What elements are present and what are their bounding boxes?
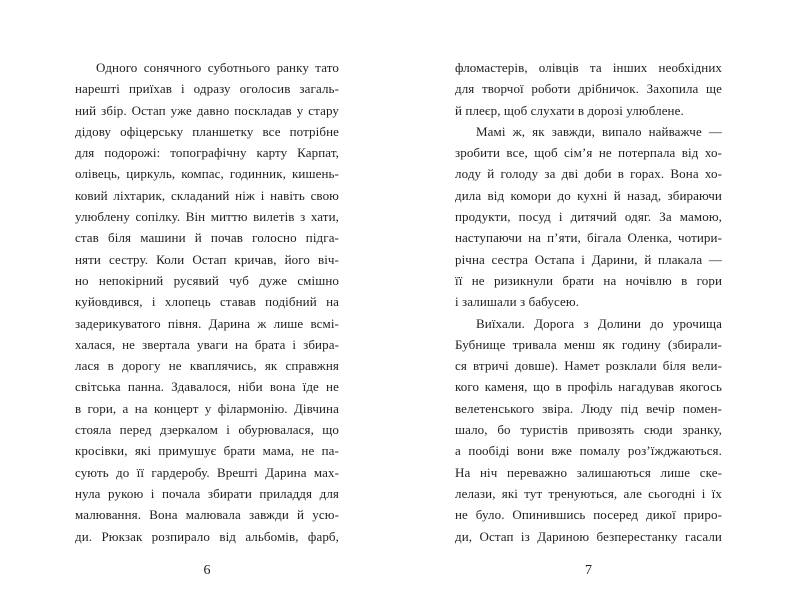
- text-line: Мамі ж, як завжди, випало найважче —: [476, 123, 722, 139]
- text-line: лася в дорогу не кваплячись, як справжня: [75, 358, 339, 374]
- text-line: халася, не звертала уваги на брата і збира-: [75, 336, 339, 352]
- text-line: дідову офіцерську планшетку все потрібне: [75, 123, 339, 139]
- text-line: лоду й голоду за дві доби в горах. Вона хо-: [455, 166, 722, 182]
- text-line: задерикуватого півня. Дарина ж лише всмі-: [75, 315, 339, 331]
- text-line: олівець, циркуль, компас, годинник, кишень-: [75, 166, 339, 182]
- text-line: малювання. Вона малювала завжди й усю-: [75, 507, 339, 523]
- text-line: а пообіді вони вже помалу роз’їжджаються.: [455, 443, 722, 459]
- text-line: для творчої роботи дрібничок. Захопила ще: [455, 81, 722, 97]
- text-line: кого каменя, що в профіль нагадував якогось: [455, 379, 722, 395]
- text-line: для подорожі: топографічну карту Карпат,: [75, 145, 339, 161]
- text-line: ди. Рюкзак розпирало від альбомів, фарб,: [75, 528, 339, 544]
- text-line: дила від комори до кухні й назад, збираючи: [455, 187, 722, 203]
- text-line: нула рукою і почала збирати приладдя для: [75, 485, 339, 501]
- text-line: ковий ліхтарик, складаний ніж і навіть свою: [75, 187, 339, 203]
- text-line: На ніч переважно залишаються лише ске-: [455, 464, 722, 480]
- text-line: Одного сонячного суботнього ранку тато: [96, 60, 339, 75]
- text-line: кросівки, які примушує брати мама, не па-: [75, 443, 339, 459]
- text-line: світська панна. Здавалося, ніби вона їде не: [75, 379, 339, 395]
- text-line: лелази, які тут тренуються, але сьогодні і їх: [455, 485, 722, 501]
- text-line: стояла перед дзеркалом і обурювалася, що: [75, 422, 339, 438]
- text-line: сують до її гардеробу. Врешті Дарина мах-: [75, 464, 339, 480]
- text-line: став біля машини й почав голосно підга-: [75, 230, 339, 246]
- text-line: продукти, посуд і дитячий одяг. За мамою,: [455, 209, 722, 225]
- text-line: зробити все, щоб сім’я не потерпала від хо-: [455, 145, 722, 161]
- text-line: Бубнище тривала менш як годину (збирали-: [455, 336, 722, 352]
- page-right-text: [455, 57, 722, 547]
- text-line: но непокірний русявий чуб дуже смішно: [75, 272, 339, 288]
- text-line: улюблену сопілку. Він миттю вилетів з хати,: [75, 209, 339, 225]
- page-left-text: [75, 57, 339, 547]
- text-line: не було. Опинившись посеред дикої приро-: [455, 507, 722, 523]
- text-line: нарешті приїхав і одразу оголосив загаль-: [75, 81, 339, 97]
- text-line: фломастерів, олівців та інших необхідних: [455, 60, 722, 75]
- text-line: Виїхали. Дорога з Долини до урочища: [476, 315, 722, 331]
- text-line: в гори, а на концерт у філармонію. Дівчина: [75, 400, 339, 416]
- text-line: ди, Остап із Дариною безперестанку гасали: [455, 528, 722, 544]
- text-line: і залишали з бабусею.: [455, 294, 580, 310]
- text-line: ний збір. Остап уже давно поскладав у стару: [75, 102, 339, 118]
- text-line: шало, бо туристів привозять сюди зранку,: [455, 422, 722, 438]
- text-line: няти сестру. Коли Остап кричав, його віч-: [75, 251, 339, 267]
- text-line: наступаючи на п’яти, бігала Оленка, чотири-: [455, 230, 722, 246]
- text-line: ся втричі довше). Намет розклали біля вели-: [455, 358, 722, 374]
- page-right: [400, 0, 800, 616]
- page-right-number: 7: [585, 563, 592, 578]
- text-line: куйовдився, і хлопець ставав подібний на: [75, 294, 339, 310]
- text-line: велетенського звіра. Люду під вечір помен-: [455, 400, 722, 416]
- text-line: й плеєр, щоб слухати в дорозі улюблене.: [455, 102, 684, 118]
- text-line: річна сестра Остапа і Дарини, й плакала —: [455, 251, 722, 267]
- page-left-number: 6: [203, 563, 211, 578]
- text-line: її не ризикнули брати на ночівлю в гори: [455, 272, 722, 288]
